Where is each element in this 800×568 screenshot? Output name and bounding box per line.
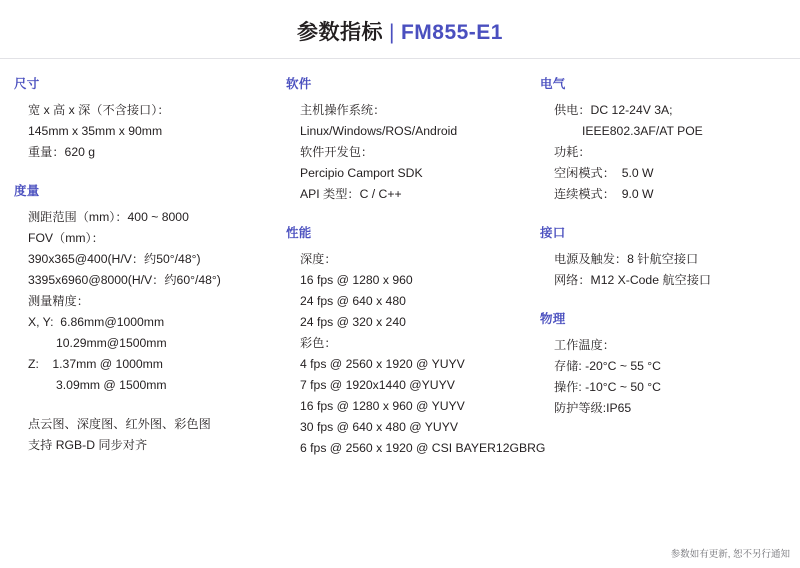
spec-line: 测量精度： xyxy=(28,294,89,308)
page-title-cn: 参数指标 xyxy=(296,21,383,44)
spec-line: 24 fps @ 320 x 240 xyxy=(300,315,406,329)
spec-column-2 xyxy=(280,74,546,477)
spec-line: 功耗： xyxy=(554,145,591,159)
spec-line: API 类型：C / C++ xyxy=(300,187,402,201)
section-title: 性能 xyxy=(286,226,312,240)
section-title: 度量 xyxy=(14,184,40,198)
spec-line: 4 fps @ 2560 x 1920 @ YUYV xyxy=(300,357,465,371)
spec-line: X, Y: 6.86mm@1000mm xyxy=(28,315,165,329)
spec-line: 6 fps @ 2560 x 1920 @ CSI BAYER12GBRG xyxy=(300,441,546,455)
spec-line: Percipio Camport SDK xyxy=(300,166,423,180)
section-title: 尺寸 xyxy=(14,77,40,91)
spec-line: 支持 RGB-D 同步对齐 xyxy=(28,438,148,452)
section-title: 软件 xyxy=(286,77,312,91)
section-software xyxy=(286,74,530,205)
spec-line: 30 fps @ 640 x 480 @ YUYV xyxy=(300,420,458,434)
spec-line: 空闲模式： 5.0 W xyxy=(554,166,654,180)
spec-line: 操作: -10°C ~ 50 °C xyxy=(554,380,661,394)
header-divider xyxy=(0,58,800,59)
spec-line: IEEE802.3AF/AT POE xyxy=(582,124,703,138)
section-electrical xyxy=(540,74,800,205)
spec-line: 防护等级:IP65 xyxy=(554,401,632,415)
section-title: 接口 xyxy=(540,226,566,240)
spec-line: 主机操作系统： xyxy=(300,103,386,117)
spec-line: 16 fps @ 1280 x 960 @ YUYV xyxy=(300,399,465,413)
spec-line: 彩色： xyxy=(300,336,337,350)
spec-line: 网络：M12 X-Code 航空接口 xyxy=(554,273,712,287)
spec-line: 16 fps @ 1280 x 960 xyxy=(300,273,413,287)
spec-line: FOV（mm）： xyxy=(28,231,104,245)
spec-line: 深度： xyxy=(300,252,337,266)
spec-line: 390x365@400(H/V：约50°/48°) xyxy=(28,252,201,266)
section-physical xyxy=(540,309,800,419)
spec-line: 供电：DC 12-24V 3A; xyxy=(554,103,673,117)
spec-line: 24 fps @ 640 x 480 xyxy=(300,294,406,308)
spec-line: 点云图、深度图、红外图、彩色图 xyxy=(28,417,211,431)
spec-line: 存储: -20°C ~ 55 °C xyxy=(554,359,661,373)
spec-column-1 xyxy=(0,74,280,477)
spec-columns xyxy=(0,74,800,477)
spec-line: 工作温度： xyxy=(554,338,615,352)
title-separator: | xyxy=(388,21,395,44)
section-dimensions xyxy=(14,74,280,163)
section-title: 物理 xyxy=(540,312,566,326)
spec-line: 宽 x 高 x 深（不含接口）： xyxy=(28,103,170,117)
section-title: 电气 xyxy=(540,77,566,91)
page-title-model: FM855-E1 xyxy=(400,21,503,44)
spec-line: 3.09mm @ 1500mm xyxy=(56,378,167,392)
spec-line: 145mm x 35mm x 90mm xyxy=(28,124,163,138)
spec-line: 电源及触发：8 针航空接口 xyxy=(554,252,699,266)
spec-line: Z: 1.37mm @ 1000mm xyxy=(28,357,163,371)
section-performance xyxy=(286,223,546,459)
spec-line: Linux/Windows/ROS/Android xyxy=(300,124,458,138)
spec-line: 7 fps @ 1920x1440 @YUYV xyxy=(300,378,455,392)
spec-line: 重量：620 g xyxy=(28,145,96,159)
section-measurement xyxy=(14,181,280,396)
spec-line: 软件开发包： xyxy=(300,145,374,159)
page-title xyxy=(0,0,800,46)
spec-line: 10.29mm@1500mm xyxy=(56,336,167,350)
section-output-formats xyxy=(14,414,280,456)
footnote: 参数如有更新, 恕不另行通知 xyxy=(670,549,790,560)
spec-line: 测距范围（mm）：400 ~ 8000 xyxy=(28,210,189,224)
spec-line: 连续模式： 9.0 W xyxy=(554,187,654,201)
section-interface xyxy=(540,223,800,291)
spec-line: 3395x6960@8000(H/V：约60°/48°) xyxy=(28,273,221,287)
spec-column-3 xyxy=(530,74,800,477)
